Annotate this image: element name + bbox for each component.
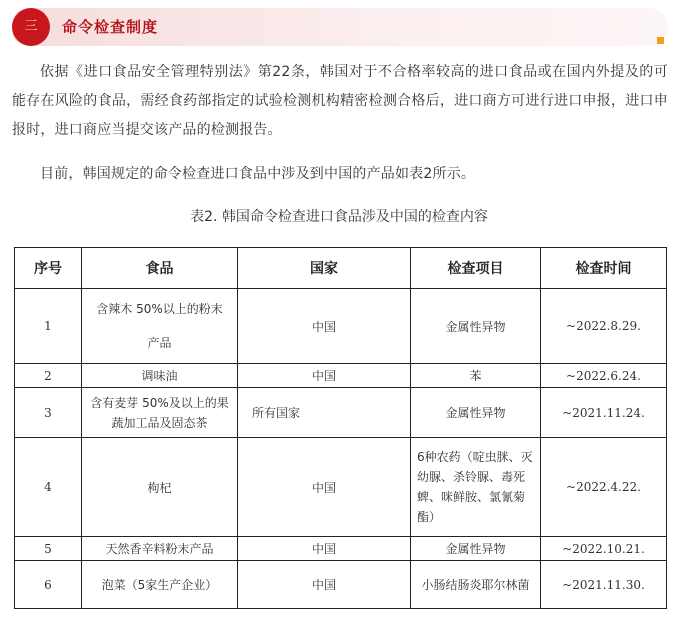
section-number-badge: 三 xyxy=(12,8,50,46)
row-no: 5 xyxy=(15,537,82,561)
row-item: 金属性异物 xyxy=(411,537,541,561)
row-item: 金属性异物 xyxy=(411,289,541,364)
row-time: ~2022.4.22. xyxy=(541,438,667,537)
table-row xyxy=(15,561,667,609)
row-country: 中国 xyxy=(238,364,411,388)
row-item: 金属性异物 xyxy=(411,388,541,438)
header-country: 国家 xyxy=(238,248,411,289)
row-no: 6 xyxy=(15,561,82,609)
row-country: 中国 xyxy=(238,561,411,609)
row-item: 6种农药（啶虫脒、灭幼脲、杀铃脲、毒死蜱、咪鲜胺、氯氰菊酯） xyxy=(411,438,541,537)
header-no: 序号 xyxy=(15,248,82,289)
row-time: ~2022.6.24. xyxy=(541,364,667,388)
row-no: 3 xyxy=(15,388,82,438)
row-no: 2 xyxy=(15,364,82,388)
paragraph-current: 目前，韩国规定的命令检查进口食品中涉及到中国的产品如表2所示。 xyxy=(40,166,476,182)
row-no: 4 xyxy=(15,438,82,537)
header-item: 检查项目 xyxy=(411,248,541,289)
row-item: 小肠结肠炎耶尔林菌 xyxy=(411,561,541,609)
section-banner xyxy=(12,8,668,46)
inspection-table xyxy=(14,247,667,609)
table-row xyxy=(15,289,667,364)
row-time: ~2022.8.29. xyxy=(541,289,667,364)
row-food: 枸杞 xyxy=(82,438,238,537)
table-row xyxy=(15,537,667,561)
table-row xyxy=(15,364,667,388)
row-item: 苯 xyxy=(411,364,541,388)
table-row xyxy=(15,438,667,537)
row-food: 天然香辛料粉末产品 xyxy=(82,537,238,561)
section-title: 命令检查制度 xyxy=(62,18,159,36)
header-time: 检查时间 xyxy=(541,248,667,289)
table-caption: 表2. 韩国命令检查进口食品涉及中国的检查内容 xyxy=(190,209,488,225)
paragraph-regulation: 依据《进口食品安全管理特别法》第22条，韩国对于不合格率较高的进口食品或在国内外提及的可能存在风险的食品，需经食药部指定的试验检测机构精密检测合格后，进口商方可进行进口申报，进口申报时，进口商应当提交该产品的检测报告。 xyxy=(12,64,668,138)
row-country: 中国 xyxy=(238,438,411,537)
row-food: 含有麦芽 50%及以上的果蔬加工品及固态茶 xyxy=(82,388,238,438)
row-food: 调味油 xyxy=(82,364,238,388)
table-header-row xyxy=(15,248,667,289)
row-no: 1 xyxy=(15,289,82,364)
row-country: 中国 xyxy=(238,537,411,561)
row-food: 泡菜（5家生产企业） xyxy=(82,561,238,609)
row-country: 中国 xyxy=(238,289,411,364)
row-time: ~2022.10.21. xyxy=(541,537,667,561)
row-food: 含辣木 50%以上的粉末产品 xyxy=(82,289,238,364)
table-row xyxy=(15,388,667,438)
row-country: 所有国家 xyxy=(238,388,411,438)
decorative-square-icon xyxy=(657,37,664,44)
row-time: ~2021.11.30. xyxy=(541,561,667,609)
row-time: ~2021.11.24. xyxy=(541,388,667,438)
header-food: 食品 xyxy=(82,248,238,289)
